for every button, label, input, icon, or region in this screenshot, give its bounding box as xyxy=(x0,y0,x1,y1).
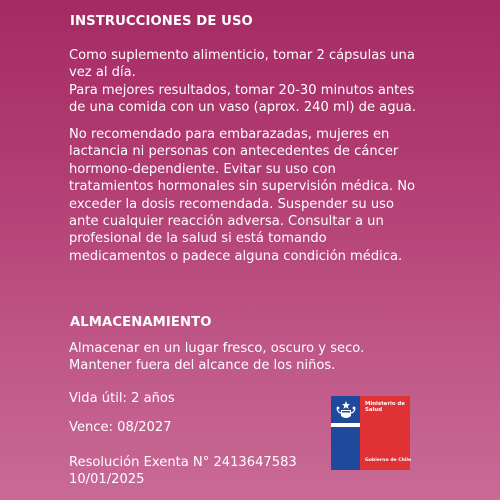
coat-of-arms-icon xyxy=(334,399,358,423)
warning-line: hormono-dependiente. Evitar su uso con xyxy=(69,161,336,177)
warning-line: exceder la dosis recomendada. Suspender su uso xyxy=(69,196,394,212)
ministerio-de-salud-logo xyxy=(331,396,410,470)
shelf-life: Vida útil: 2 años xyxy=(69,391,175,406)
usage-line: Para mejores resultados, tomar 20-30 minutos antes xyxy=(69,82,415,98)
warning-line: ante cualquier reacción adversa. Consultar a un xyxy=(69,214,384,230)
warning-line: lactancia ni personas con antecedentes de cáncer xyxy=(69,144,399,160)
usage-paragraph xyxy=(69,47,474,117)
warning-line: medicamentos o padece alguna condición médica. xyxy=(69,248,403,264)
usage-line: vez al día. xyxy=(69,65,136,81)
logo-ministry-line: Salud xyxy=(365,407,383,414)
resolution-block xyxy=(69,454,474,489)
logo-government-text: Gobierno de Chile xyxy=(365,458,412,463)
storage-line: Almacenar en un lugar fresco, oscuro y seco. xyxy=(69,341,365,356)
warning-paragraph xyxy=(69,126,474,265)
warning-line: No recomendado para embarazadas, mujeres en xyxy=(69,127,390,142)
resolution-date: 10/01/2025 xyxy=(69,472,145,488)
logo-ministry-text xyxy=(365,401,409,413)
storage-line: Mantener fuera del alcance de los niños. xyxy=(69,358,336,374)
resolution-number: Resolución Exenta N° 2413647583 xyxy=(69,455,297,470)
storage-paragraph xyxy=(69,340,474,375)
warning-line: tratamientos hormonales sin supervisión médica. No xyxy=(69,179,416,195)
almacenamiento-heading: ALMACENAMIENTO xyxy=(70,315,212,330)
warning-line: profesional de la salud si está tomando xyxy=(69,231,327,247)
logo-white-band xyxy=(331,423,360,427)
instrucciones-heading: INSTRUCCIONES DE USO xyxy=(70,14,253,29)
expiry-date: Vence: 08/2027 xyxy=(69,420,172,435)
usage-line: de una comida con un vaso (aprox. 240 ml) de agua. xyxy=(69,100,416,116)
logo-ministry-line: Ministerio de xyxy=(365,401,405,407)
usage-line: Como suplemento alimenticio, tomar 2 cápsulas una xyxy=(69,48,415,63)
